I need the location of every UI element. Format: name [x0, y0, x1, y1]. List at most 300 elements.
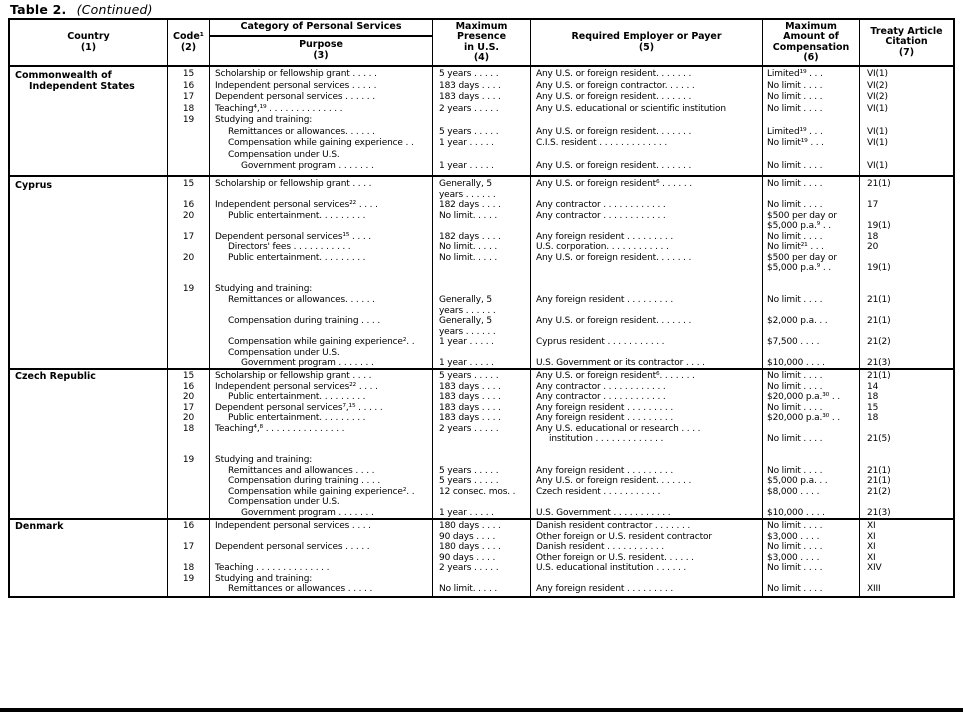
presence-cell-line: 2 years . . . . .	[439, 103, 499, 114]
presence-cell-line: No limit. . . . .	[439, 210, 498, 221]
compensation-cell-line: $5,000 p.a.⁹ . .	[767, 221, 831, 232]
employer-cell-line: U.S. educational institution . . . . . .	[536, 563, 687, 573]
compensation-cell-line: $10,000 . . . .	[767, 358, 825, 368]
code-cell-line: 17	[182, 92, 195, 102]
code-cell-line: 17	[182, 542, 195, 552]
header-line: Maximum	[455, 20, 508, 32]
treaty-cell-column	[860, 67, 953, 175]
employer-cell-line: Any foreign resident . . . . . . . . .	[536, 465, 674, 476]
country-section	[10, 520, 953, 596]
employer-cell-line	[531, 263, 762, 274]
treaty-cell-line: 21(2)	[867, 486, 891, 497]
employer-cell-line: Any U.S. or foreign resident⁶. . . . . . .	[536, 371, 695, 381]
treaty-cell-line: 21(5)	[867, 434, 891, 444]
code-cell-line	[168, 274, 209, 285]
purpose-cell-line: Studying and training:	[215, 284, 313, 295]
compensation-cell-line: $8,000 . . . .	[767, 486, 820, 497]
treaty-table	[8, 18, 955, 598]
page-title	[10, 2, 153, 17]
code-cell-line: 17	[182, 231, 195, 242]
header-line: (3)	[313, 49, 329, 61]
compensation-cell-line: No limit . . . .	[767, 371, 823, 381]
purpose-label	[210, 37, 432, 66]
purpose-cell-line: Directors' fees . . . . . . . . . . .	[228, 242, 351, 253]
purpose-cell-line: Government program . . . . . . .	[241, 358, 374, 368]
employer-cell-line: C.I.S. resident . . . . . . . . . . . . .	[536, 138, 668, 148]
employer-cell-line: institution . . . . . . . . . . . . .	[549, 434, 664, 444]
presence-cell-line: 5 years . . . . .	[439, 465, 499, 476]
compensation-cell-line	[763, 574, 859, 585]
employer-cell-line	[531, 306, 762, 317]
presence-cell-line: 182 days . . . .	[439, 200, 501, 211]
code-cell-line	[168, 190, 209, 201]
code-cell-line	[168, 327, 209, 338]
code-cell-line	[168, 242, 209, 253]
code-cell-column	[168, 370, 210, 518]
purpose-cell-line: Remittances or allowances. . . . . .	[228, 295, 375, 306]
compensation-cell-line: No limit . . . .	[767, 434, 823, 444]
presence-cell-line	[433, 348, 530, 359]
code-cell-line: 19	[182, 115, 195, 125]
purpose-cell-line: Public entertainment. . . . . . . . .	[228, 413, 366, 423]
purpose-cell-column	[210, 177, 433, 368]
treaty-cell-line: XIII	[867, 584, 881, 594]
compensation-cell-line: No limit . . . .	[767, 80, 823, 91]
employer-cell-line	[531, 445, 762, 456]
header-line: (2)	[180, 41, 197, 53]
treaty-cell-line: 20	[867, 242, 879, 253]
treaty-cell-line	[860, 253, 953, 264]
presence-cell-line: 180 days . . . .	[439, 521, 501, 531]
treaty-cell-line: VI(2)	[867, 80, 888, 91]
purpose-cell-column	[210, 67, 433, 175]
presence-cell-line: 1 year . . . . .	[439, 161, 494, 171]
country-section	[10, 370, 953, 520]
code-cell-line	[168, 337, 209, 348]
treaty-cell-line: 15	[867, 402, 879, 413]
employer-cell-line	[531, 497, 762, 508]
purpose-cell-line	[210, 327, 432, 338]
presence-cell-line: 5 years . . . . .	[439, 371, 499, 381]
employer-cell-line	[531, 574, 762, 585]
presence-cell-line: No limit. . . . .	[439, 252, 498, 263]
employer-cell-line: Danish resident contractor . . . . . . .	[536, 521, 691, 531]
presence-cell-line	[433, 274, 530, 285]
purpose-cell-line: Independent personal services²² . . . .	[215, 200, 378, 211]
employer-cell-line	[531, 274, 762, 285]
treaty-cell-line: VI(1)	[867, 126, 888, 137]
employer-cell-line: Any contractor . . . . . . . . . . . .	[536, 392, 666, 402]
code-cell-line: 18	[182, 423, 195, 434]
purpose-cell-line	[210, 274, 432, 285]
purpose-cell-line: Government program . . . . . . .	[241, 161, 374, 171]
presence-cell-line	[433, 574, 530, 585]
presence-cell-line: 2 years . . . . .	[439, 423, 499, 434]
category-of-personal-services-band: Category of Personal Services	[210, 20, 432, 37]
code-cell-line	[168, 348, 209, 359]
treaty-cell-line	[860, 211, 953, 222]
treaty-cell-line: 21(1)	[867, 179, 891, 189]
employer-cell-line: Any U.S. or foreign resident. . . . . . .	[536, 92, 692, 102]
table-header-row	[10, 20, 953, 67]
purpose-cell-line: Compensation during training . . . .	[228, 316, 381, 327]
treaty-cell-line	[860, 455, 953, 466]
compensation-cell-line: No limit . . . .	[767, 402, 823, 413]
employer-cell-line: Any foreign resident . . . . . . . . .	[536, 584, 674, 594]
code-cell-line	[168, 138, 209, 150]
employer-cell-line: Any U.S. educational or scientific institution	[536, 103, 726, 114]
presence-cell-line	[433, 445, 530, 456]
treaty-cell-line: VI(1)	[867, 103, 888, 114]
employer-cell-line: Any contractor . . . . . . . . . . . .	[536, 381, 666, 392]
compensation-cell-line: $20,000 p.a.³⁰ . .	[767, 392, 840, 402]
treaty-cell-line: 18	[867, 392, 879, 402]
presence-cell-line: 182 days . . . .	[439, 231, 501, 242]
purpose-cell-line: Dependent personal services⁷,¹⁵ . . . . .	[215, 402, 383, 413]
presence-cell-line: 183 days . . . .	[439, 80, 501, 91]
code-cell-line	[168, 466, 209, 477]
presence-cell-line: Generally, 5	[439, 295, 492, 306]
purpose-cell-line: Compensation while gaining experience . .	[228, 138, 414, 148]
header-line: (4)	[473, 52, 490, 63]
header-line: Amount of	[783, 31, 839, 42]
compensation-cell-line: No limit . . . .	[767, 231, 823, 242]
presence-cell-line: 183 days . . . .	[439, 92, 501, 102]
country-section	[10, 177, 953, 370]
purpose-cell-line: Remittances or allowances . . . . .	[228, 584, 373, 594]
treaty-cell-column	[860, 370, 953, 518]
presence-cell-line: 1 year . . . . .	[439, 138, 494, 148]
code-cell-line	[168, 584, 209, 595]
treaty-cell-line: 18	[867, 231, 879, 242]
presence-cell-line: 12 consec. mos. .	[439, 486, 516, 497]
employer-cell-line	[531, 284, 762, 295]
presence-cell-column	[433, 177, 531, 368]
treaty-cell-line: XI	[867, 521, 876, 531]
presence-cell-column	[433, 520, 531, 596]
col-header-employer	[531, 20, 763, 65]
country-section	[10, 67, 953, 177]
presence-cell-line: 5 years . . . . .	[439, 476, 499, 486]
presence-cell-line: 183 days . . . .	[439, 413, 501, 423]
presence-cell-line	[433, 284, 530, 295]
presence-cell-line: 183 days . . . .	[439, 392, 501, 402]
purpose-cell-line: Compensation under U.S.	[228, 347, 340, 358]
compensation-cell-line: $3,000 . . . .	[767, 552, 820, 563]
employer-cell-line: Any contractor . . . . . . . . . . . .	[536, 200, 666, 211]
header-line: (7)	[898, 46, 915, 58]
treaty-cell-line	[860, 284, 953, 295]
presence-cell-line: 5 years . . . . .	[439, 126, 499, 137]
code-cell-line	[168, 497, 209, 508]
presence-cell-line: No limit. . . . .	[439, 584, 498, 594]
presence-cell-line: 180 days . . . .	[439, 542, 501, 552]
treaty-cell-line: VI(1)	[867, 69, 888, 79]
code-cell-line: 15	[182, 69, 195, 79]
employer-cell-column	[531, 520, 763, 596]
code-cell-line: 19	[182, 455, 195, 465]
compensation-cell-line: $5,000 p.a.⁹ . .	[767, 263, 831, 274]
purpose-cell-line: Dependent personal services . . . . . .	[215, 92, 375, 102]
presence-cell-line: 90 days . . . .	[439, 552, 496, 563]
purpose-cell-line	[210, 445, 432, 456]
treaty-cell-line: VI(1)	[867, 138, 888, 148]
purpose-cell-line: Studying and training:	[215, 455, 313, 465]
code-cell-column	[168, 520, 210, 596]
employer-cell-line: U.S. Government or its contractor . . . .	[536, 358, 705, 368]
employer-cell-line	[531, 455, 762, 466]
compensation-cell-line: $10,000 . . . .	[767, 507, 825, 518]
compensation-cell-line: Limited¹⁹ . . .	[767, 69, 823, 79]
country-name: Czech Republic	[15, 371, 96, 382]
presence-cell-line: Generally, 5	[439, 179, 492, 189]
employer-cell-line: Czech resident . . . . . . . . . . .	[536, 486, 661, 497]
treaty-cell-line	[860, 424, 953, 435]
presence-cell-line	[433, 263, 530, 274]
treaty-cell-line: 21(1)	[867, 465, 891, 476]
compensation-cell-line: No limit . . . .	[767, 92, 823, 102]
employer-cell-line: Any U.S. or foreign resident. . . . . . .	[536, 161, 692, 171]
purpose-cell-line: Public entertainment. . . . . . . . .	[228, 210, 366, 221]
employer-cell-line	[531, 327, 762, 338]
employer-cell-line: U.S. Government . . . . . . . . . . .	[536, 507, 671, 518]
presence-cell-line: Generally, 5	[439, 316, 492, 327]
employer-cell-line: Any U.S. or foreign resident. . . . . . .	[536, 69, 692, 79]
treaty-cell-line: 17	[867, 200, 879, 211]
employer-cell-line: Other foreign or U.S. resident. . . . . .	[536, 552, 694, 563]
compensation-cell-line	[763, 190, 859, 201]
code-cell-line	[168, 445, 209, 456]
compensation-cell-column	[763, 177, 860, 368]
code-cell-line: 20	[182, 413, 195, 423]
compensation-cell-line: $5,000 p.a. . .	[767, 476, 828, 486]
employer-cell-column	[531, 67, 763, 175]
treaty-cell-line: 21(3)	[867, 358, 891, 368]
compensation-cell-line	[763, 115, 859, 127]
code-cell-line: 19	[182, 573, 195, 584]
code-cell-line: 15	[182, 179, 195, 189]
treaty-cell-line	[860, 150, 953, 162]
code-cell-line	[168, 476, 209, 487]
compensation-cell-line	[763, 497, 859, 508]
employer-cell-line: Any U.S. or foreign resident⁶ . . . . . .	[536, 179, 692, 189]
employer-cell-line	[531, 348, 762, 359]
treaty-cell-line: VI(2)	[867, 92, 888, 102]
purpose-cell-line: Teaching⁴,⁸ . . . . . . . . . . . . . . .	[215, 423, 345, 434]
compensation-cell-line: No limit . . . .	[767, 542, 823, 552]
employer-cell-line: Danish resident . . . . . . . . . . .	[536, 542, 665, 552]
employer-cell-line: Any foreign resident . . . . . . . . .	[536, 295, 674, 306]
treaty-cell-line	[860, 497, 953, 508]
compensation-cell-line: No limit . . . .	[767, 161, 823, 171]
country-name: Independent States	[29, 81, 135, 92]
purpose-cell-line: Scholarship or fellowship grant . . . .	[215, 371, 372, 381]
col-header-code	[168, 20, 210, 65]
code-cell-line: 16	[182, 381, 195, 392]
treaty-cell-line: 21(1)	[867, 295, 891, 306]
compensation-cell-line: No limit . . . .	[767, 295, 823, 306]
country-name-cell	[10, 370, 168, 518]
purpose-cell-line	[210, 263, 432, 274]
compensation-cell-column	[763, 520, 860, 596]
treaty-cell-line: 21(2)	[867, 337, 891, 348]
header-line: (1)	[80, 41, 97, 53]
purpose-cell-line	[210, 553, 432, 564]
purpose-cell-line: Compensation during training . . . .	[228, 476, 381, 486]
purpose-cell-column	[210, 520, 433, 596]
treaty-cell-line: 19(1)	[867, 263, 891, 274]
presence-cell-line: 1 year . . . . .	[439, 337, 494, 348]
code-cell-line: 18	[182, 103, 195, 114]
compensation-cell-line	[763, 306, 859, 317]
country-name-cell	[10, 67, 168, 175]
code-cell-line: 16	[182, 521, 195, 531]
header-line: Country	[67, 31, 110, 42]
compensation-cell-line: $2,000 p.a. . .	[767, 316, 828, 327]
compensation-cell-line: No limit . . . .	[767, 381, 823, 392]
treaty-cell-line	[860, 306, 953, 317]
treaty-cell-line: XI	[867, 552, 876, 563]
code-cell-line	[168, 295, 209, 306]
country-name-cell	[10, 177, 168, 368]
purpose-cell-line: Compensation under U.S.	[228, 149, 340, 160]
employer-cell-line: Any foreign resident . . . . . . . . .	[536, 402, 674, 413]
col-header-treaty-article	[860, 20, 953, 65]
header-line: Purpose	[299, 39, 343, 51]
code-cell-line	[168, 316, 209, 327]
treaty-cell-column	[860, 520, 953, 596]
treaty-cell-column	[860, 177, 953, 368]
treaty-cell-line: XI	[867, 542, 876, 552]
treaty-cell-line: VI(1)	[867, 161, 888, 171]
presence-cell-line: 5 years . . . . .	[439, 69, 499, 79]
code-cell-column	[168, 67, 210, 175]
compensation-cell-line: No limit . . . .	[767, 465, 823, 476]
header-line: Citation	[885, 36, 928, 48]
employer-cell-line: Any U.S. or foreign resident. . . . . . .	[536, 316, 692, 327]
compensation-cell-line: No limit¹⁹ . . .	[767, 138, 824, 148]
country-name: Denmark	[15, 521, 64, 532]
code-cell-line: 18	[182, 563, 195, 573]
presence-cell-column	[433, 370, 531, 518]
presence-cell-line: years . . . . . .	[439, 326, 496, 337]
treaty-cell-line	[860, 274, 953, 285]
treaty-cell-line: 21(1)	[867, 316, 891, 327]
purpose-cell-line: Public entertainment. . . . . . . . .	[228, 252, 366, 263]
treaty-cell-line: 14	[867, 381, 879, 392]
header-line: in U.S.	[463, 41, 500, 53]
purpose-cell-line: Compensation under U.S.	[228, 497, 340, 507]
col-header-max-compensation	[763, 20, 860, 65]
code-cell-line: 19	[182, 284, 195, 295]
table-continued-label: (Continued)	[76, 2, 153, 17]
header-line: Compensation	[772, 41, 850, 53]
treaty-cell-line	[860, 327, 953, 338]
treaty-cell-line: XI	[867, 531, 876, 542]
presence-cell-line: 2 years . . . . .	[439, 563, 499, 573]
country-name: Cyprus	[15, 180, 53, 191]
table-number: Table 2.	[10, 2, 67, 17]
presence-cell-line: 1 year . . . . .	[439, 507, 494, 518]
code-cell-line: 15	[182, 371, 195, 381]
presence-cell-line: years . . . . . .	[439, 305, 496, 316]
code-cell-line	[168, 161, 209, 173]
code-cell-line: 20	[182, 252, 195, 263]
compensation-cell-line: No limit . . . .	[767, 200, 823, 211]
presence-cell-line: No limit. . . . .	[439, 242, 498, 253]
employer-cell-line	[531, 115, 762, 127]
purpose-cell-line: Public entertainment. . . . . . . . .	[228, 392, 366, 402]
code-cell-line	[168, 306, 209, 317]
code-cell-line	[168, 553, 209, 564]
code-cell-line: 20	[182, 210, 195, 221]
treaty-cell-line: 21(3)	[867, 507, 891, 518]
treaty-cell-line	[860, 574, 953, 585]
compensation-cell-line: $7,500 . . . .	[767, 337, 820, 348]
presence-cell-line: 1 year . . . . .	[439, 358, 494, 368]
employer-cell-line	[531, 221, 762, 232]
employer-cell-line: Any foreign resident . . . . . . . . .	[536, 413, 674, 423]
treaty-cell-line: 18	[867, 413, 879, 423]
compensation-cell-line	[763, 284, 859, 295]
purpose-cell-line	[210, 221, 432, 232]
compensation-cell-line: No limit . . . .	[767, 179, 823, 189]
purpose-cell-line: Studying and training:	[215, 573, 313, 584]
employer-cell-line: Any U.S. or foreign resident. . . . . . .	[536, 476, 692, 486]
presence-cell-line: years . . . . . .	[439, 189, 496, 200]
compensation-cell-line	[763, 327, 859, 338]
compensation-cell-line	[763, 348, 859, 359]
purpose-cell-line	[210, 434, 432, 445]
code-cell-line: 20	[182, 392, 195, 402]
purpose-cell-line: Compensation while gaining experience². .	[228, 337, 415, 348]
employer-cell-line	[531, 150, 762, 162]
code-cell-line	[168, 487, 209, 498]
treaty-cell-line: 19(1)	[867, 221, 891, 232]
compensation-cell-line: No limit . . . .	[767, 584, 823, 594]
code-cell-line	[168, 358, 209, 368]
purpose-cell-line	[210, 532, 432, 543]
country-name-cell	[10, 520, 168, 596]
employer-cell-column	[531, 370, 763, 518]
header-line: Required Employer or Payer	[571, 31, 722, 42]
compensation-cell-line	[763, 455, 859, 466]
purpose-cell-line: Compensation while gaining experience². .	[228, 486, 415, 497]
purpose-cell-line: Remittances or allowances. . . . . .	[228, 126, 375, 137]
employer-cell-line: Any U.S. or foreign contractor. . . . . .	[536, 80, 695, 91]
treaty-cell-line	[860, 348, 953, 359]
presence-cell-line	[433, 497, 530, 508]
employer-cell-line	[531, 190, 762, 201]
purpose-cell-line	[210, 306, 432, 317]
code-cell-line: 16	[182, 200, 195, 211]
presence-cell-line	[433, 434, 530, 445]
header-line: Presence	[456, 31, 507, 42]
purpose-cell-line: Remittances and allowances . . . .	[228, 465, 375, 476]
compensation-cell-column	[763, 67, 860, 175]
header-line: (5)	[638, 41, 655, 53]
compensation-cell-line	[763, 150, 859, 162]
purpose-cell-line	[210, 190, 432, 201]
compensation-cell-line: $3,000 . . . .	[767, 531, 820, 542]
compensation-cell-line: $500 per day or	[767, 252, 837, 263]
code-cell-line	[168, 434, 209, 445]
purpose-cell-line: Dependent personal services¹⁵ . . . .	[215, 231, 371, 242]
compensation-cell-line	[763, 445, 859, 456]
presence-cell-line	[433, 115, 530, 127]
presence-cell-line: 183 days . . . .	[439, 381, 501, 392]
page-bottom-edge	[0, 708, 963, 712]
